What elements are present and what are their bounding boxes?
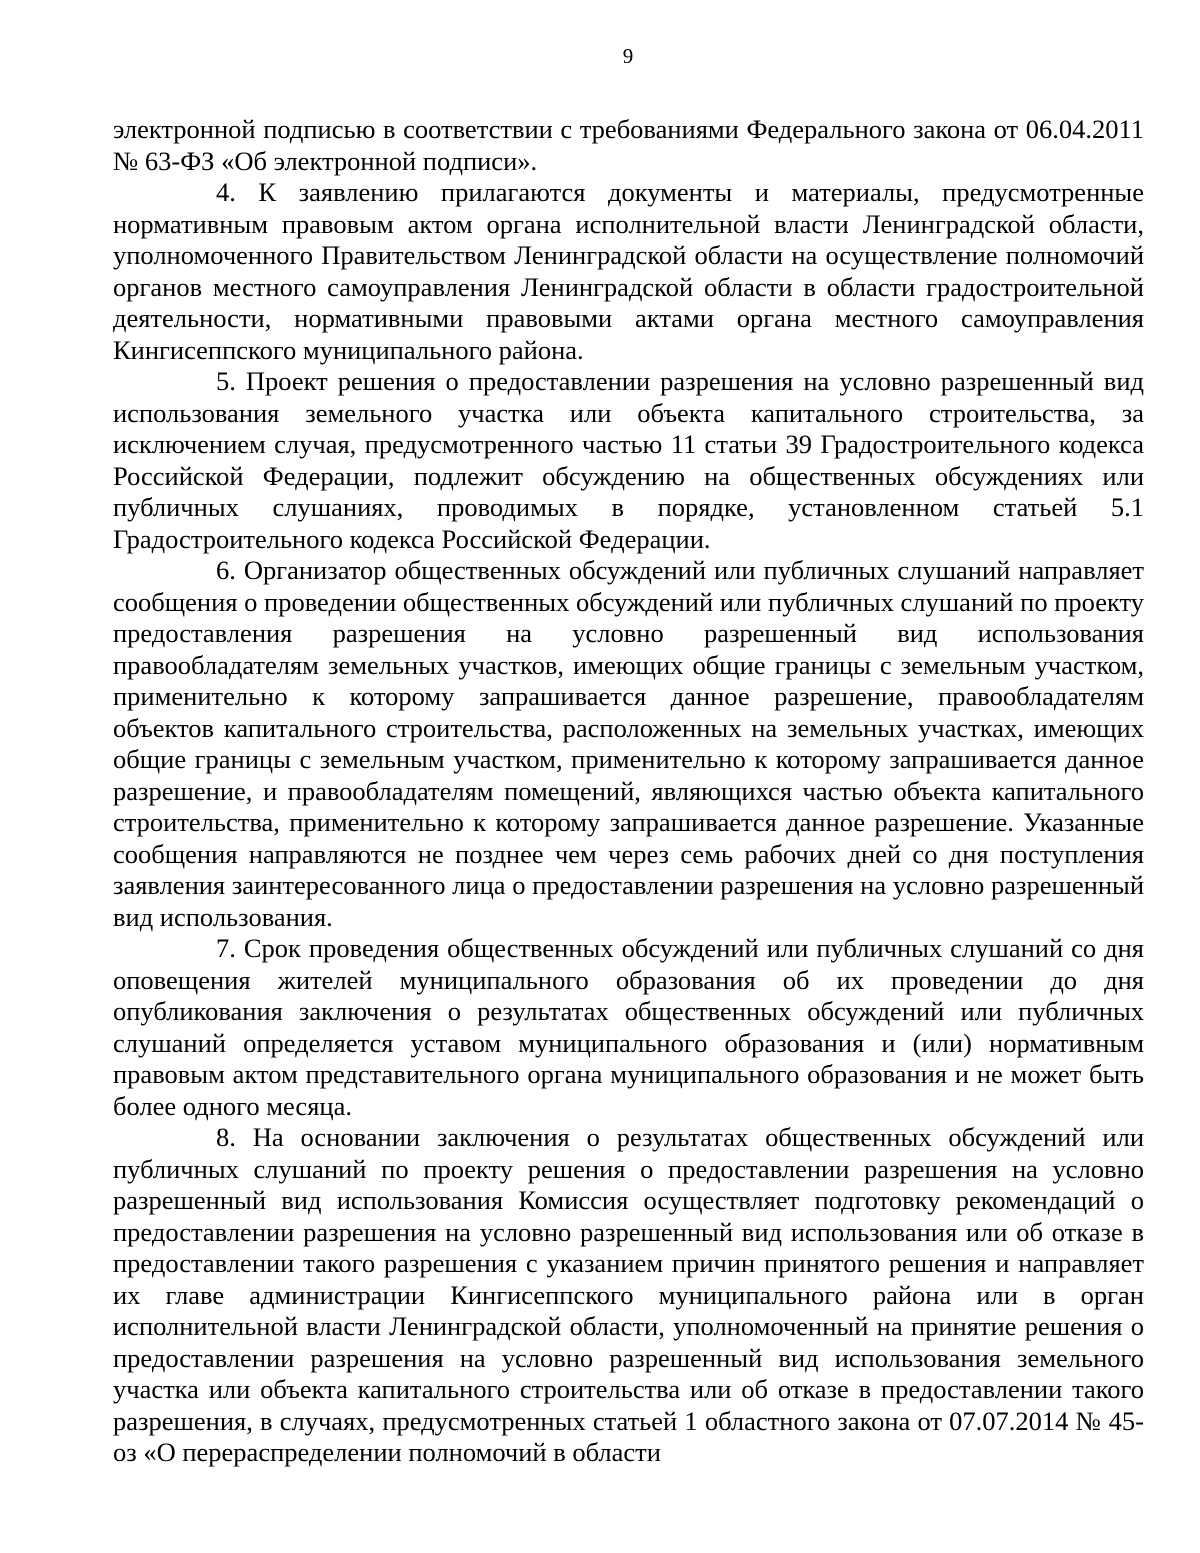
paragraph-continuation: электронной подписью в соответствии с требованиями Федерального закона от 06.04.2011 № 63-ФЗ «Об электронной подписи». [113,114,1144,176]
paragraph-4: 4. К заявлению прилагаются документы и материалы, предусмотренные нормативным правовым актом органа исполнительной власти Ленинградской области, уполномоченного Правительством Ленинградской области на осуществление полномочий органов местного самоуправления Ленинградской области в области градостроительной деятельности, нормативными правовыми актами органа местного самоуправления Кингисеппского муниципального района. [113,177,1144,365]
paragraph-8: 8. На основании заключения о результатах общественных обсуждений или публичных слушаний по проекту решения о предоставлении разрешения на условно разрешенный вид использования Комиссия осуществляет подготовку рекомендаций о предоставлении разрешения на условно разрешенный вид использования или об отказе в предоставлении такого разрешения с указанием причин принятого решения и направляет их главе администрации Кингисеппского муниципального района или в орган исполнительной власти Ленинградской области, уполномоченный на принятие решения о предоставлении разрешения на условно разрешенный вид использования земельного участка или объекта капитального строительства или об отказе в предоставлении такого разрешения, в случаях, предусмотренных статьей 1 областного закона от 07.07.2014 № 45-оз «О перераспределении полномочий в области [113,1122,1144,1467]
document-body [113,114,1144,1469]
page-number: 9 [622,44,634,68]
paragraph-7: 7. Срок проведения общественных обсуждений или публичных слушаний со дня оповещения жителей муниципального образования об их проведении до дня опубликования заключения о результатах общественных обсуждений или публичных слушаний определяется уставом муниципального образования и (или) нормативным правовым актом представительного органа муниципального образования и не может быть более одного месяца. [113,933,1144,1121]
paragraph-5: 5. Проект решения о предоставлении разрешения на условно разрешенный вид использования земельного участка или объекта капитального строительства, за исключением случая, предусмотренного частью 11 статьи 39 Градостроительного кодекса Российской Федерации, подлежит обсуждению на общественных обсуждениях или публичных слушаниях, проводимых в порядке, установленном статьей 5.1 Градостроительного кодекса Российской Федерации. [113,366,1144,554]
paragraph-6: 6. Организатор общественных обсуждений или публичных слушаний направляет сообщения о проведении общественных обсуждений или публичных слушаний по проекту предоставления разрешения на условно разрешенный вид использования правообладателям земельных участков, имеющих общие границы с земельным участком, применительно к которому запрашивается данное разрешение, правообладателям объектов капитального строительства, расположенных на земельных участках, имеющих общие границы с земельным участком, применительно к которому запрашивается данное разрешение, и правообладателям помещений, являющихся частью объекта капитального строительства, применительно к которому запрашивается данное разрешение. Указанные сообщения направляются не позднее чем через семь рабочих дней со дня поступления заявления заинтересованного лица о предоставлении разрешения на условно разрешенный вид использования. [113,555,1144,932]
